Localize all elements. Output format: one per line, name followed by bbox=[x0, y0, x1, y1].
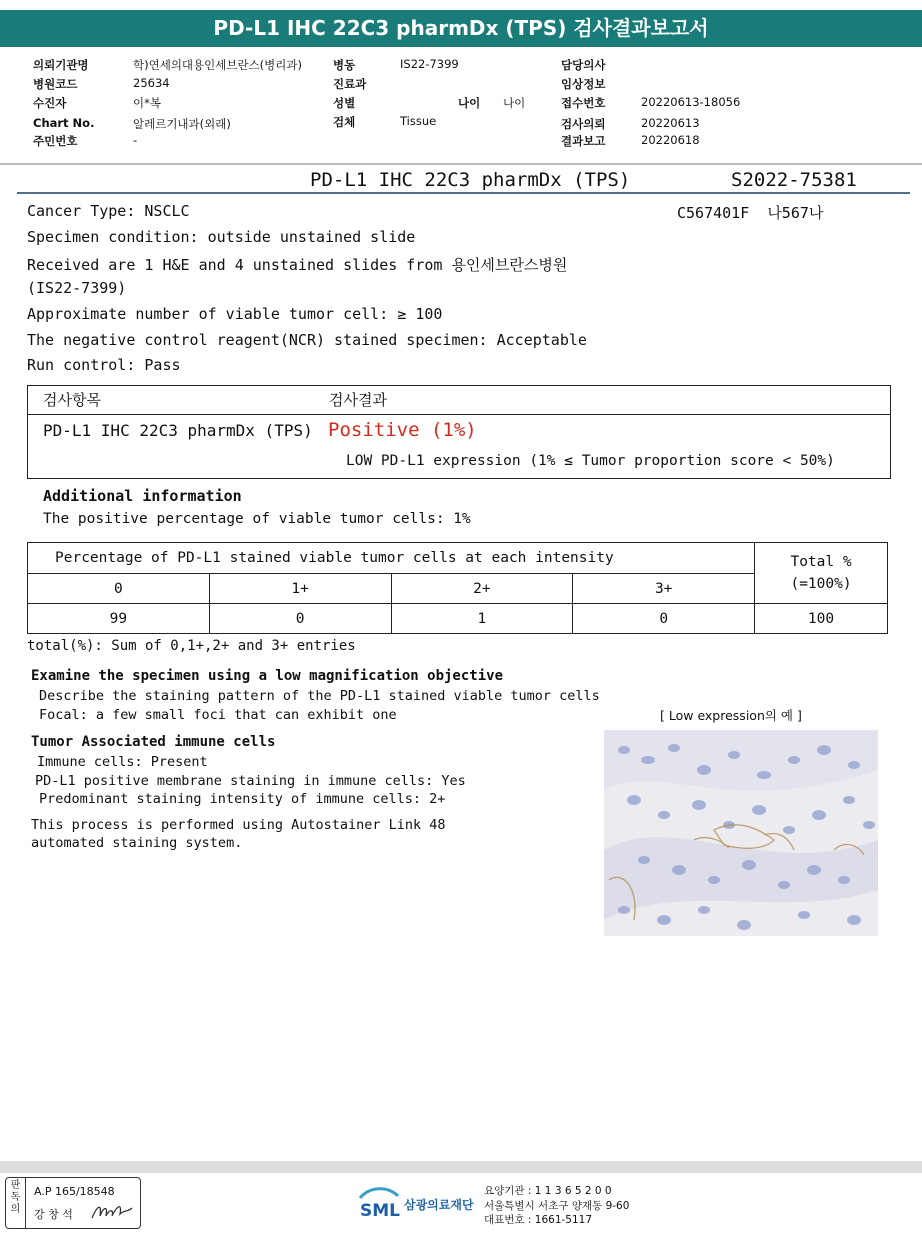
label-age: 나이 bbox=[458, 96, 481, 110]
additional-heading: Additional information bbox=[43, 487, 242, 505]
label-ward: 병동 bbox=[333, 58, 356, 72]
col-intensity-0: 0 bbox=[28, 574, 210, 604]
label-request-date: 검사의뢰 bbox=[561, 117, 606, 131]
label-chart-no: Chart No. bbox=[33, 116, 95, 130]
cancer-type: Cancer Type: NSCLC bbox=[27, 202, 190, 220]
examine-heading: Examine the specimen using a low magnification objective bbox=[31, 668, 504, 684]
micrograph-image bbox=[604, 730, 878, 936]
label-patient: 수진자 bbox=[33, 96, 67, 110]
result-box bbox=[27, 385, 891, 479]
report-header-title: PD-L1 IHC 22C3 pharmDx (TPS) 검사결과보고서 bbox=[0, 10, 922, 47]
col-intensity-1: 1+ bbox=[209, 574, 391, 604]
value-total: 100 bbox=[755, 604, 888, 634]
result-item: PD-L1 IHC 22C3 pharmDx (TPS) bbox=[43, 421, 313, 440]
value-intensity-2: 1 bbox=[391, 604, 573, 634]
signature-image bbox=[90, 1200, 134, 1222]
immune-line2: PD-L1 positive membrane staining in immune cells: Yes bbox=[35, 773, 466, 789]
value-resident-no: - bbox=[133, 133, 138, 147]
code-value: C567401F bbox=[677, 204, 750, 222]
value-patient: 이*복 bbox=[133, 96, 161, 110]
value-age: 나이 bbox=[503, 96, 526, 110]
label-resident-no: 주민번호 bbox=[33, 134, 78, 148]
table-note: total(%): Sum of 0,1+,2+ and 3+ entries bbox=[27, 638, 356, 654]
code2-value: 나567나 bbox=[767, 204, 824, 222]
run-control: Run control: Pass bbox=[27, 356, 181, 374]
pathologist-stamp bbox=[5, 1177, 141, 1229]
stamp-line2: 강 창 석 bbox=[34, 1208, 73, 1221]
label-clinical-info: 임상정보 bbox=[561, 77, 606, 91]
viable-tumor-count: Approximate number of viable tumor cell: ≥ 100 bbox=[27, 305, 443, 323]
process-line1: This process is performed using Autostainer Link 48 bbox=[31, 817, 446, 833]
test-title: PD-L1 IHC 22C3 pharmDx (TPS) bbox=[310, 169, 631, 191]
label-report-date: 결과보고 bbox=[561, 134, 606, 148]
specimen-condition: Specimen condition: outside unstained slide bbox=[27, 228, 416, 246]
value-institution: 학)연세의대용인세브란스(병리과) bbox=[133, 58, 302, 72]
total-header bbox=[755, 543, 888, 604]
org-name: 삼광의료재단 bbox=[404, 1198, 474, 1212]
footer-bar bbox=[0, 1161, 922, 1173]
label-doctor: 담당의사 bbox=[561, 58, 606, 72]
total-header-line1: Total % bbox=[790, 554, 852, 570]
label-hospital-code: 병원코드 bbox=[33, 77, 78, 91]
label-sex: 성별 bbox=[333, 96, 356, 110]
immune-line3: Predominant staining intensity of immune cells: 2+ bbox=[39, 791, 446, 807]
value-intensity-3: 0 bbox=[573, 604, 755, 634]
specimen-code bbox=[677, 202, 823, 223]
image-caption: [ Low expression의 예 ] bbox=[660, 708, 802, 723]
label-receipt-no: 접수번호 bbox=[561, 96, 606, 110]
received-slides-id: (IS22-7399) bbox=[27, 279, 127, 297]
label-institution: 의뢰기관명 bbox=[33, 58, 89, 72]
col-intensity-2: 2+ bbox=[391, 574, 573, 604]
process-line2: automated staining system. bbox=[31, 835, 243, 851]
col-test-result: 검사결과 bbox=[329, 391, 387, 409]
value-receipt-no: 20220613-18056 bbox=[641, 95, 741, 109]
label-department: 진료과 bbox=[333, 77, 367, 91]
ncr-status: The negative control reagent(NCR) stained specimen: Acceptable bbox=[27, 331, 587, 349]
title-rule bbox=[17, 192, 910, 194]
expression-range: LOW PD-L1 expression (1% ≤ Tumor proportion score < 50%) bbox=[346, 453, 835, 469]
col-intensity-3: 3+ bbox=[573, 574, 755, 604]
value-intensity-1: 0 bbox=[209, 604, 391, 634]
value-hospital-code: 25634 bbox=[133, 76, 170, 90]
svg-text:SML: SML bbox=[360, 1201, 400, 1220]
value-chart-no: 알레르기내과(외래) bbox=[133, 117, 231, 131]
header-divider bbox=[0, 163, 922, 165]
additional-text: The positive percentage of viable tumor cells: 1% bbox=[43, 511, 471, 527]
footer-addr3: 대표번호 : 1661-5117 bbox=[484, 1214, 593, 1226]
intensity-header: Percentage of PD-L1 stained viable tumor cells at each intensity bbox=[28, 543, 755, 574]
immune-heading: Tumor Associated immune cells bbox=[31, 734, 276, 750]
label-specimen: 검체 bbox=[333, 115, 356, 129]
examine-line1: Describe the staining pattern of the PD-L1 stained viable tumor cells bbox=[39, 688, 600, 704]
report-number: S2022-75381 bbox=[731, 169, 857, 191]
value-intensity-0: 99 bbox=[28, 604, 210, 634]
sml-logo bbox=[358, 1184, 400, 1224]
value-request-date: 20220613 bbox=[641, 116, 700, 130]
result-value: Positive (1%) bbox=[328, 419, 477, 441]
intensity-table bbox=[27, 542, 888, 634]
result-box-divider bbox=[28, 414, 890, 415]
received-slides: Received are 1 H&E and 4 unstained slides from 용인세브란스병원 bbox=[27, 256, 568, 274]
value-ward: IS22-7399 bbox=[400, 57, 459, 71]
stamp-line1: A.P 165/18548 bbox=[34, 1185, 115, 1198]
immune-line1: Immune cells: Present bbox=[37, 754, 208, 770]
col-test-item: 검사항목 bbox=[43, 391, 101, 409]
examine-line2: Focal: a few small foci that can exhibit one bbox=[39, 707, 397, 723]
stamp-side-label: 판 독 의 bbox=[6, 1178, 26, 1228]
footer-addr2: 서울특별시 서초구 양재동 9-60 bbox=[484, 1200, 630, 1212]
footer-addr1: 요양기관 : 1 1 3 6 5 2 0 0 bbox=[484, 1185, 612, 1197]
total-header-line2: (=100%) bbox=[790, 576, 852, 592]
value-specimen: Tissue bbox=[400, 114, 437, 128]
value-report-date: 20220618 bbox=[641, 133, 700, 147]
